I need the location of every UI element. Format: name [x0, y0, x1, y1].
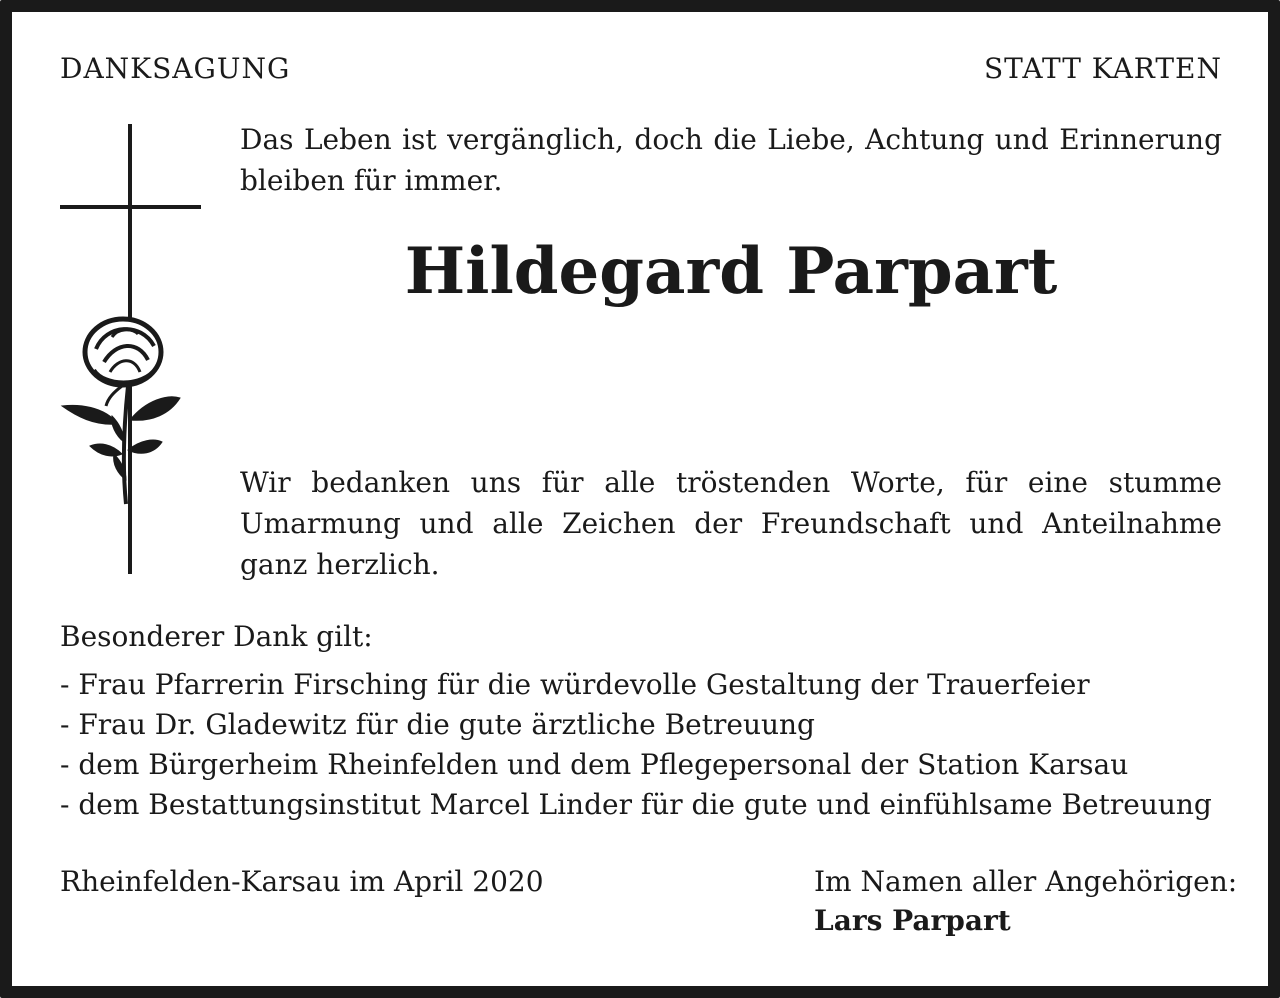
rose-icon — [62, 319, 180, 504]
special-thanks-title: Besonderer Dank gilt: — [60, 620, 373, 653]
signature-name: Lars Parpart — [814, 904, 1011, 937]
intro-quote: Das Leben ist vergänglich, doch die Liebe, Achtung und Erinnerung bleiben für immer. — [240, 123, 1222, 197]
deceased-name: Hildegard Parpart — [404, 234, 1058, 309]
place-date: Rheinfelden-Karsau im April 2020 — [60, 865, 544, 898]
list-item: - Frau Dr. Gladewitz für die gute ärztliche Betreuung — [60, 708, 815, 741]
header-danksagung: DANKSAGUNG — [60, 52, 291, 85]
thanks-paragraph: Wir bedanken uns für alle tröstenden Worte, für eine stumme Umarmung und alle Zeichen der Freundschaft und Anteilnahme ganz herzlich. — [240, 466, 1222, 581]
list-item: - Frau Pfarrerin Firsching für die würdevolle Gestaltung der Trauerfeier — [60, 668, 1090, 701]
list-item: - dem Bürgerheim Rheinfelden und dem Pflegepersonal der Station Karsau — [60, 748, 1129, 781]
list-item: - dem Bestattungsinstitut Marcel Linder für die gute und einfühlsame Betreuung — [60, 788, 1212, 821]
special-thanks-list — [60, 665, 1212, 825]
cross-rose-illustration — [56, 124, 206, 576]
signature-label: Im Namen aller Angehörigen: — [814, 865, 1238, 898]
header-statt-karten: STATT KARTEN — [984, 52, 1222, 85]
